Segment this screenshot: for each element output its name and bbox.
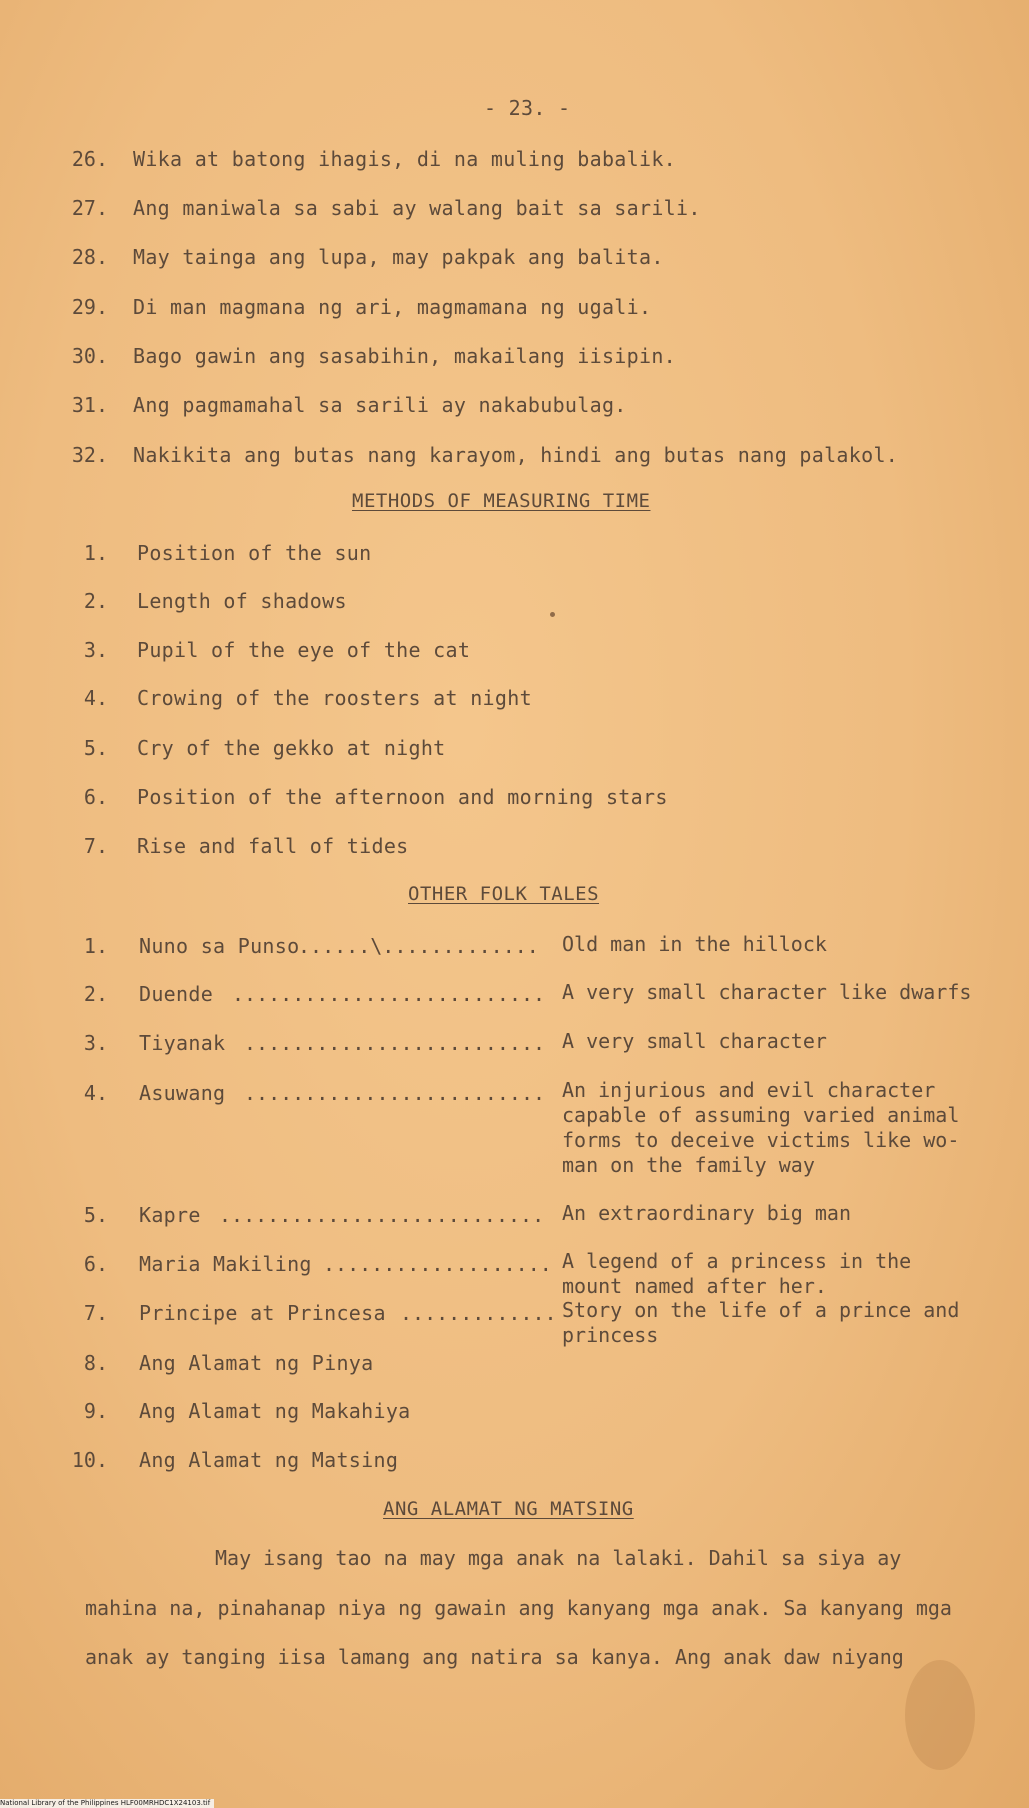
folk-tale-name: Ang Alamat ng Matsing <box>139 1448 399 1472</box>
page-number: - 23. - <box>484 96 571 120</box>
proverb-text: Bago gawin ang sasabihin, makailang iisipin. <box>133 344 677 368</box>
folk-tale-desc: man on the family way <box>562 1153 815 1177</box>
folk-tale-name: Ang Alamat ng Makahiya <box>139 1399 411 1423</box>
folk-tale-desc: capable of assuming varied animal <box>562 1103 960 1127</box>
story-heading: ANG ALAMAT NG MATSING <box>383 1498 634 1520</box>
method-number: 5. <box>83 736 108 760</box>
folk-tale-number: 8. <box>83 1351 108 1375</box>
method-text: Position of the afternoon and morning stars <box>137 785 668 809</box>
folk-tale-desc: Story on the life of a prince and <box>562 1298 960 1322</box>
method-number: 2. <box>83 589 108 613</box>
method-text: Pupil of the eye of the cat <box>137 638 471 662</box>
leader-dots: ............. <box>400 1301 557 1325</box>
leader-dots: ......................... <box>244 1031 546 1055</box>
proverb-text: May tainga ang lupa, may pakpak ang balita. <box>133 245 664 269</box>
folk-tale-number: 5. <box>83 1203 108 1227</box>
folk-tale-desc: A very small character like dwarfs <box>562 980 972 1004</box>
proverb-number: 26. <box>71 147 108 171</box>
proverb-text: Wika at batong ihagis, di na muling babalik. <box>133 147 677 171</box>
folk-tale-desc: An extraordinary big man <box>562 1201 851 1225</box>
folk-tale-number: 1. <box>83 934 108 958</box>
proverb-text: Nakikita ang butas nang karayom, hindi ang butas nang palakol. <box>133 443 899 467</box>
proverb-number: 28. <box>71 245 108 269</box>
folk-tale-name: Tiyanak <box>139 1031 226 1055</box>
proverb-text: Di man magmana ng ari, magmamana ng ugali. <box>133 295 652 319</box>
method-number: 3. <box>83 638 108 662</box>
proverb-number: 29. <box>71 295 108 319</box>
paper-stain <box>905 1660 975 1770</box>
leader-dots: .......................... <box>232 982 546 1006</box>
folk-tale-name: Duende <box>139 982 214 1006</box>
folk-tale-name: Asuwang <box>139 1081 226 1105</box>
folk-tale-name: Nuno sa Punso <box>139 934 300 958</box>
leader-dots: ......\............. <box>298 934 539 958</box>
folk-tale-name: Kapre <box>139 1203 201 1227</box>
folk-tale-desc: A very small character <box>562 1029 827 1053</box>
folk-tale-desc: A legend of a princess in the <box>562 1249 912 1273</box>
folk-tale-number: 10. <box>71 1448 108 1472</box>
folk-tale-desc: An injurious and evil character <box>562 1078 936 1102</box>
proverb-text: Ang maniwala sa sabi ay walang bait sa sarili. <box>133 196 701 220</box>
method-text: Position of the sun <box>137 541 372 565</box>
proverb-number: 31. <box>71 393 108 417</box>
methods-heading: METHODS OF MEASURING TIME <box>352 490 651 512</box>
method-text: Length of shadows <box>137 589 347 613</box>
leader-dots: ......................... <box>244 1081 546 1105</box>
leader-dots: ........................... <box>219 1203 545 1227</box>
method-text: Crowing of the roosters at night <box>137 686 532 710</box>
proverb-text: Ang pagmamahal sa sarili ay nakabubulag. <box>133 393 627 417</box>
method-number: 1. <box>83 541 108 565</box>
folk-tale-desc: forms to deceive victims like wo- <box>562 1128 960 1152</box>
folk-tale-name: Ang Alamat ng Pinya <box>139 1351 374 1375</box>
folk-tale-number: 4. <box>83 1081 108 1105</box>
folk-tale-number: 9. <box>83 1399 108 1423</box>
method-number: 4. <box>83 686 108 710</box>
folk-tale-number: 3. <box>83 1031 108 1055</box>
story-line: mahina na, pinahanap niya ng gawain ang kanyang mga anak. Sa kanyang mga <box>85 1596 952 1620</box>
proverb-number: 32. <box>71 443 108 467</box>
library-footer: National Library of the Philippines HLF00MRHDC1X24103.tif <box>0 1799 214 1808</box>
proverb-number: 27. <box>71 196 108 220</box>
folk-tale-number: 7. <box>83 1301 108 1325</box>
story-line: May isang tao na may mga anak na lalaki. Dahil sa siya ay <box>215 1546 902 1570</box>
folk-tales-heading: OTHER FOLK TALES <box>408 883 600 905</box>
leader-dots: ................... <box>323 1252 552 1276</box>
proverb-number: 30. <box>71 344 108 368</box>
folk-tale-number: 2. <box>83 982 108 1006</box>
folk-tale-desc: Old man in the hillock <box>562 932 827 956</box>
method-number: 7. <box>83 834 108 858</box>
folk-tale-desc: mount named after her. <box>562 1274 827 1298</box>
story-line: anak ay tanging iisa lamang ang natira sa kanya. Ang anak daw niyang <box>85 1645 904 1669</box>
method-text: Rise and fall of tides <box>137 834 409 858</box>
ink-speck <box>550 612 555 617</box>
folk-tale-name: Maria Makiling <box>139 1252 312 1276</box>
folk-tale-name: Principe at Princesa <box>139 1301 386 1325</box>
folk-tale-number: 6. <box>83 1252 108 1276</box>
folk-tale-desc: princess <box>562 1323 659 1347</box>
method-text: Cry of the gekko at night <box>137 736 446 760</box>
method-number: 6. <box>83 785 108 809</box>
